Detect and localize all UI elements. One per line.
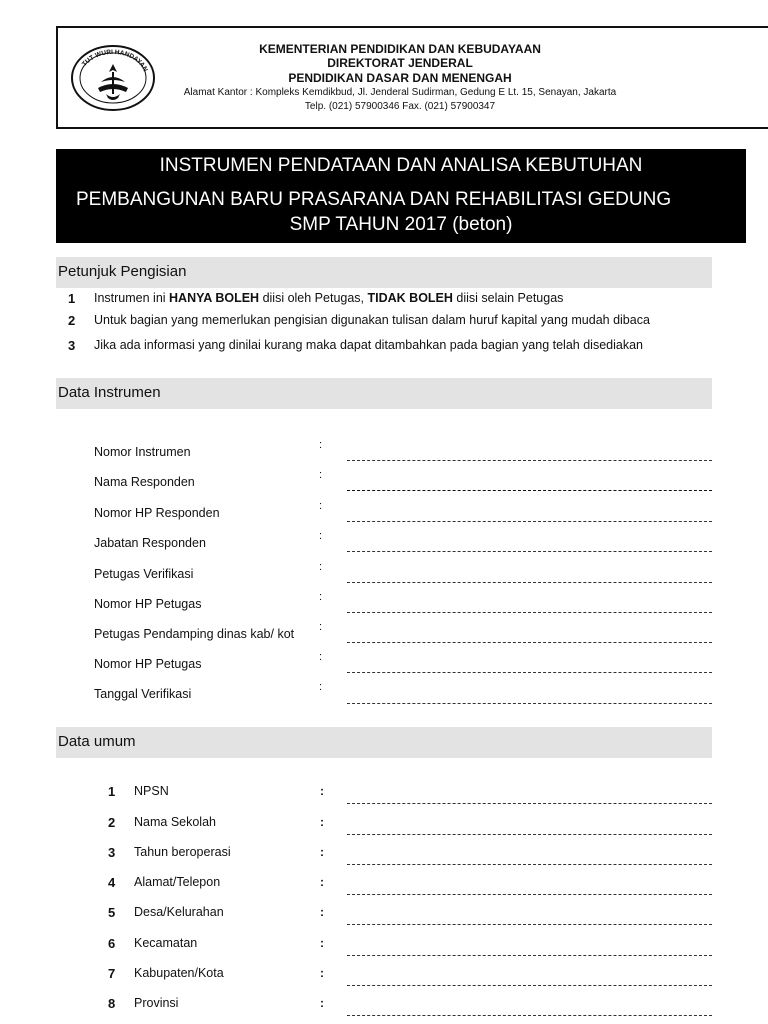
field-colon: : — [320, 966, 324, 980]
field-colon: : — [320, 815, 324, 829]
field-label-desa-kelurahan: Desa/Kelurahan — [134, 905, 224, 919]
office-phone: Telp. (021) 57900346 Fax. (021) 57900347 — [304, 101, 496, 112]
instruction-text: diisi selain Petugas — [452, 291, 564, 305]
row-number: 6 — [108, 936, 116, 951]
field-label-tahun-beroperasi: Tahun beroperasi — [134, 845, 231, 859]
field-label-npsn: NPSN — [134, 784, 169, 798]
field-colon: : — [319, 561, 323, 573]
svg-text:TUT WURI HANDAYANI: TUT WURI HANDAYAN — [80, 48, 149, 73]
field-colon: : — [319, 500, 323, 512]
instruction-number: 1 — [68, 291, 76, 306]
field-input-nomor-hp-petugas[interactable] — [347, 612, 712, 613]
field-input-tahun-beroperasi[interactable] — [347, 864, 712, 865]
field-label-nomor-hp-petugas-2: Nomor HP Petugas — [94, 657, 202, 671]
field-input-petugas-verifikasi[interactable] — [347, 582, 712, 583]
instruction-item: Untuk bagian yang memerlukan pengisian digunakan tulisan dalam huruf kapital yang mudah dibaca — [94, 313, 650, 327]
field-input-kecamatan[interactable] — [347, 955, 712, 956]
document-title-band — [56, 149, 746, 243]
field-input-kabupaten-kota[interactable] — [347, 985, 712, 986]
instruction-text: Instrumen ini — [94, 291, 170, 305]
instruction-emphasis: TIDAK BOLEH — [367, 291, 453, 305]
field-input-provinsi[interactable] — [347, 1015, 712, 1016]
field-colon: : — [319, 651, 323, 663]
row-number: 4 — [108, 875, 116, 890]
field-input-nomor-instrumen[interactable] — [347, 460, 712, 461]
field-label-nama-responden: Nama Responden — [94, 475, 195, 489]
instruction-emphasis: HANYA BOLEH — [169, 291, 260, 305]
field-colon: : — [320, 784, 324, 798]
field-label-kecamatan: Kecamatan — [134, 936, 198, 950]
tut-wuri-handayani-logo — [68, 42, 158, 114]
ministry-name: KEMENTERIAN PENDIDIKAN DAN KEBUDAYAAN — [259, 42, 541, 56]
section-heading-petunjuk: Petunjuk Pengisian — [56, 257, 712, 288]
field-label-nomor-instrumen: Nomor Instrumen — [94, 445, 191, 459]
field-colon: : — [320, 905, 324, 919]
field-label-nomor-hp-responden: Nomor HP Responden — [94, 506, 220, 520]
field-input-nama-responden[interactable] — [347, 490, 712, 491]
field-input-petugas-pendamping[interactable] — [347, 642, 712, 643]
office-address: Alamat Kantor : Kompleks Kemdikbud, Jl. Jenderal Sudirman, Gedung E Lt. 15, Senayan, Jakarta — [183, 87, 617, 98]
row-number: 5 — [108, 905, 116, 920]
field-colon: : — [320, 875, 324, 889]
field-input-alamat-telepon[interactable] — [347, 894, 712, 895]
instruction-number: 3 — [68, 338, 76, 353]
row-number: 1 — [108, 784, 116, 799]
row-number: 7 — [108, 966, 116, 981]
row-number: 8 — [108, 996, 116, 1011]
field-label-provinsi: Provinsi — [134, 996, 179, 1010]
directorate-name: DIREKTORAT JENDERAL — [327, 56, 473, 70]
field-colon: : — [320, 845, 324, 859]
field-label-petugas-verifikasi: Petugas Verifikasi — [94, 567, 194, 581]
field-label-jabatan-responden: Jabatan Responden — [94, 536, 206, 550]
instruction-item: Jika ada informasi yang dinilai kurang maka dapat ditambahkan pada bagian yang telah disediakan — [94, 338, 643, 352]
field-label-tanggal-verifikasi: Tanggal Verifikasi — [94, 687, 192, 701]
field-colon: : — [319, 591, 323, 603]
field-colon: : — [319, 439, 323, 451]
row-number: 2 — [108, 815, 116, 830]
field-input-nomor-hp-responden[interactable] — [347, 521, 712, 522]
field-label-petugas-pendamping: Petugas Pendamping dinas kab/ kot — [94, 627, 295, 641]
field-colon: : — [320, 936, 324, 950]
field-input-jabatan-responden[interactable] — [347, 551, 712, 552]
row-number: 3 — [108, 845, 116, 860]
field-label-nomor-hp-petugas: Nomor HP Petugas — [94, 597, 202, 611]
section-heading-data-umum: Data umum — [56, 727, 712, 758]
field-colon: : — [319, 621, 323, 633]
field-label-kabupaten-kota: Kabupaten/Kota — [134, 966, 224, 980]
field-input-nomor-hp-petugas-2[interactable] — [347, 672, 712, 673]
field-input-tanggal-verifikasi[interactable] — [347, 703, 712, 704]
field-input-npsn[interactable] — [347, 803, 712, 804]
field-colon: : — [320, 996, 324, 1010]
instruction-text: diisi oleh Petugas, — [259, 291, 368, 305]
field-label-nama-sekolah: Nama Sekolah — [134, 815, 216, 829]
instruction-item — [94, 291, 563, 305]
field-colon: : — [319, 530, 323, 542]
field-colon: : — [319, 681, 323, 693]
field-input-desa-kelurahan[interactable] — [347, 924, 712, 925]
field-input-nama-sekolah[interactable] — [347, 834, 712, 835]
title-line-1: INSTRUMEN PENDATAAN DAN ANALISA KEBUTUHAN — [159, 155, 643, 176]
instruction-number: 2 — [68, 313, 76, 328]
title-line-3: SMP TAHUN 2017 (beton) — [289, 214, 513, 235]
field-label-alamat-telepon: Alamat/Telepon — [134, 875, 221, 889]
field-colon: : — [319, 469, 323, 481]
division-name: PENDIDIKAN DASAR DAN MENENGAH — [288, 71, 512, 85]
title-line-2: PEMBANGUNAN BARU PRASARANA DAN REHABILITASI GEDUNG — [76, 189, 672, 210]
section-heading-data-instrumen: Data Instrumen — [56, 378, 712, 409]
